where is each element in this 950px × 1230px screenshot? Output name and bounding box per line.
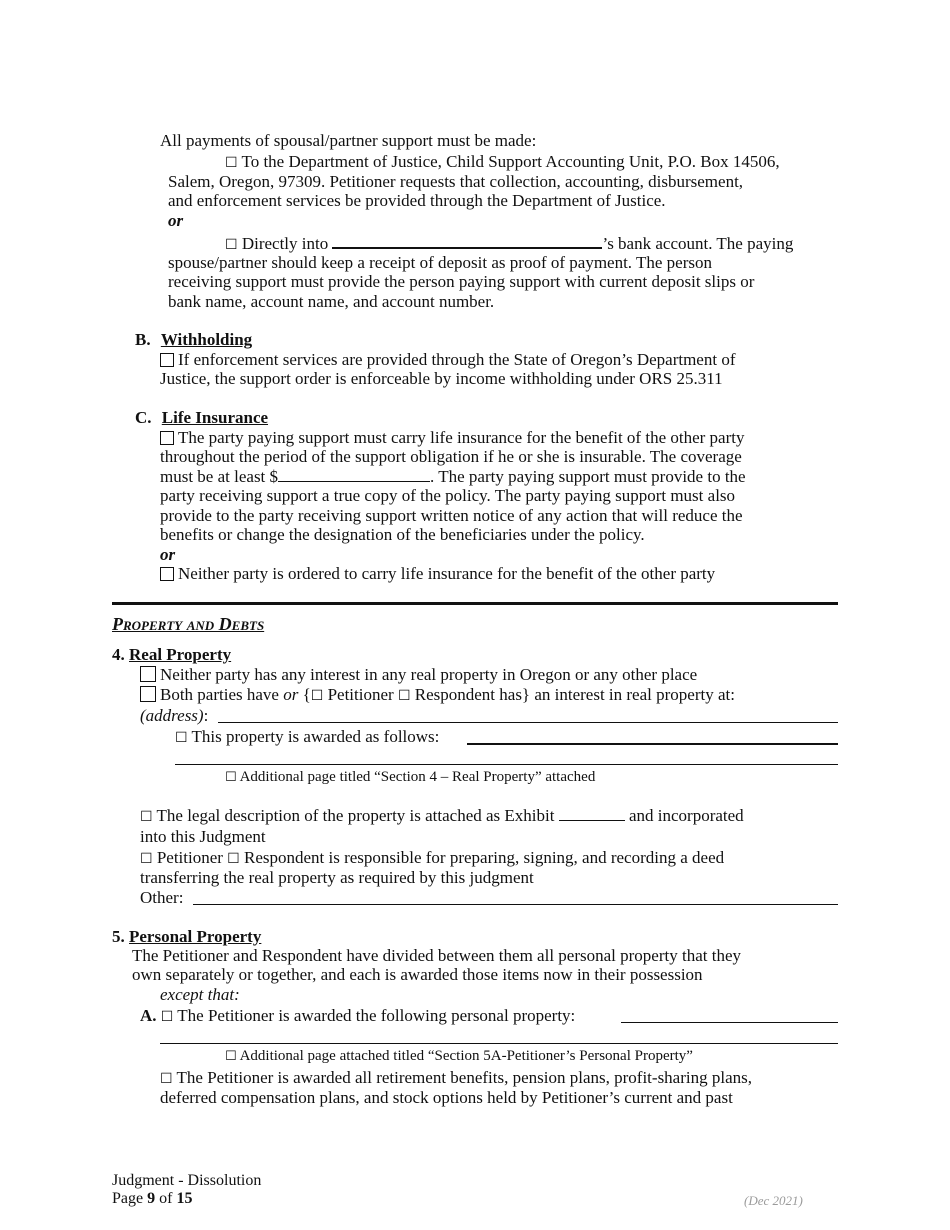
direct-line4: bank name, account name, and account number. (168, 292, 495, 311)
life-insurance-line4: party receiving support a true copy of the policy. The party paying support must also (160, 486, 736, 505)
doj-option (225, 152, 780, 173)
deed-petitioner-label: Petitioner (156, 848, 223, 867)
footer-of: of (159, 1190, 173, 1207)
bank-account-name-field[interactable] (332, 233, 602, 249)
no-real-property-option (140, 665, 697, 685)
real-property-additional-page (225, 767, 595, 788)
real-property-respondent-label: Respondent has} an interest in real property at: (414, 685, 735, 704)
coverage-suffix: . The party paying support must provide to the (430, 467, 746, 486)
petitioner-personal-property-checkbox[interactable]: ☐ (160, 1009, 174, 1025)
deed-line2: transferring the real property as required by this judgment (140, 868, 534, 887)
personal-property-heading (112, 927, 261, 947)
retirement-line1: The Petitioner is awarded all retirement benefits, pension plans, profit-sharing plans, (176, 1068, 752, 1087)
real-property-petitioner-label: Petitioner (327, 685, 394, 704)
petitioner-personal-property-field-line2[interactable] (160, 1043, 838, 1044)
petitioner-personal-property-row (140, 1006, 575, 1027)
footer-page-total: 15 (176, 1190, 193, 1207)
awarded-row (175, 727, 439, 748)
personal-property-additional-checkbox[interactable]: ☐ (225, 1049, 237, 1064)
personal-property-title: Personal Property (129, 927, 262, 946)
life-insurance-checkbox[interactable] (160, 431, 174, 445)
footer-page-label: Page (112, 1190, 144, 1207)
life-insurance-line6: benefits or change the designation of the beneficiaries under the policy. (160, 525, 645, 544)
life-insurance-title: Life Insurance (161, 408, 269, 427)
personal-property-line1: The Petitioner and Respondent have divided between them all personal property that they (132, 946, 741, 965)
petitioner-personal-property-field[interactable] (621, 1022, 838, 1023)
footer-page-current: 9 (147, 1190, 156, 1207)
deed-petitioner-checkbox[interactable]: ☐ (140, 851, 153, 867)
real-property-number: 4. (112, 645, 125, 664)
direct-line2: spouse/partner should keep a receipt of deposit as proof of payment. The person (168, 253, 712, 272)
deed-respondent-checkbox[interactable]: ☐ (227, 851, 240, 867)
personal-property-number: 5. (112, 927, 125, 946)
direct-line3: receiving support must provide the person paying support with current deposit slips or (168, 272, 755, 291)
deed-row (140, 848, 724, 869)
has-real-property-option (140, 685, 735, 706)
legal-description-suffix: and incorporated (628, 806, 744, 825)
no-life-insurance-checkbox[interactable] (160, 567, 174, 581)
legal-description-line2: into this Judgment (140, 827, 266, 846)
real-property-other-label: Other: (140, 888, 184, 907)
withholding-title: Withholding (160, 330, 253, 349)
direct-prefix: Directly into (241, 234, 329, 253)
withholding-line1: If enforcement services are provided through the State of Oregon’s Department of (178, 350, 736, 369)
withholding-option (160, 350, 736, 370)
legal-description-prefix: The legal description of the property is attached as Exhibit (156, 806, 555, 825)
no-life-insurance-option (160, 564, 715, 584)
direct-checkbox[interactable]: ☐ (225, 237, 238, 253)
doj-checkbox[interactable]: ☐ (225, 155, 238, 171)
real-property-title: Real Property (129, 645, 232, 664)
or-connector-2: or (160, 545, 176, 564)
property-debts-heading: Property and Debts (112, 614, 265, 634)
retirement-row (160, 1068, 752, 1089)
coverage-prefix: must be at least $ (160, 467, 279, 486)
footer-revision: (Dec 2021) (744, 1193, 803, 1208)
section-divider (112, 602, 838, 605)
real-property-petitioner-checkbox[interactable]: ☐ (310, 688, 324, 704)
real-property-additional-checkbox[interactable]: ☐ (225, 770, 237, 785)
life-insurance-line1: The party paying support must carry life insurance for the benefit of the other party (178, 428, 745, 447)
no-real-property-checkbox[interactable] (140, 666, 156, 682)
petitioner-personal-property-text: The Petitioner is awarded the following personal property: (177, 1006, 576, 1025)
life-insurance-heading (135, 408, 268, 428)
personal-property-additional-page (225, 1046, 693, 1067)
retirement-line2: deferred compensation plans, and stock options held by Petitioner’s current and past (160, 1088, 733, 1107)
both-or: or (283, 685, 299, 704)
doj-line3: and enforcement services be provided through the Department of Justice. (168, 191, 666, 210)
coverage-amount-field[interactable] (278, 467, 430, 482)
exhibit-field[interactable] (559, 806, 625, 821)
personal-property-line2: own separately or together, and each is awarded those items now in their possession (132, 965, 703, 984)
real-property-heading (112, 645, 231, 665)
no-real-property-text: Neither party has any interest in any real property in Oregon or any other place (160, 665, 698, 684)
withholding-line2: Justice, the support order is enforceable by income withholding under ORS 25.311 (160, 369, 723, 388)
direct-suffix: ’s bank account. The paying (602, 234, 794, 253)
address-field[interactable] (218, 722, 838, 723)
legal-description-row (140, 806, 744, 827)
both-brace: { (302, 685, 311, 704)
doj-line1: To the Department of Justice, Child Support Accounting Unit, P.O. Box 14506, (241, 152, 780, 171)
direct-option (225, 233, 793, 255)
address-label: (address) (140, 706, 204, 725)
real-property-other-field[interactable] (193, 904, 838, 905)
awarded-field[interactable] (467, 743, 838, 745)
real-property-additional-text: Additional page titled “Section 4 – Real Property” attached (239, 769, 596, 785)
footer-page-number (112, 1189, 192, 1209)
withholding-letter: B. (135, 330, 151, 349)
subsection-a-letter: A. (140, 1006, 157, 1025)
address-colon: : (203, 706, 209, 725)
awarded-field-line2[interactable] (175, 764, 838, 765)
both-prefix: Both parties have (160, 685, 279, 704)
personal-property-additional-text: Additional page attached titled “Section 5A-Petitioner’s Personal Property” (239, 1048, 693, 1064)
address-row (140, 706, 208, 726)
life-insurance-line5: provide to the party receiving support written notice of any action that will reduce the (160, 506, 743, 525)
awarded-text: This property is awarded as follows: (191, 727, 440, 746)
has-real-property-checkbox[interactable] (140, 686, 156, 702)
doj-line2: Salem, Oregon, 97309. Petitioner requests that collection, accounting, disbursement, (168, 172, 744, 191)
withholding-checkbox[interactable] (160, 353, 174, 367)
withholding-heading (135, 330, 252, 350)
footer-form-name: Judgment - Dissolution (112, 1172, 262, 1189)
retirement-checkbox[interactable]: ☐ (160, 1071, 173, 1087)
life-insurance-letter: C. (135, 408, 152, 427)
except-that: except that: (160, 985, 240, 1004)
life-insurance-line2: throughout the period of the support obligation if he or she is insurable. The coverage (160, 447, 742, 466)
life-insurance-option (160, 428, 744, 448)
or-connector-1: or (168, 211, 184, 230)
deed-respondent-text: Respondent is responsible for preparing, signing, and recording a deed (243, 848, 725, 867)
life-insurance-line3 (160, 467, 746, 487)
legal-description-checkbox[interactable]: ☐ (140, 809, 153, 825)
no-life-insurance-text: Neither party is ordered to carry life insurance for the benefit of the other party (178, 564, 716, 583)
real-property-respondent-checkbox[interactable]: ☐ (397, 688, 411, 704)
awarded-checkbox[interactable]: ☐ (175, 730, 188, 746)
spousal-payment-intro: All payments of spousal/partner support must be made: (160, 131, 537, 150)
